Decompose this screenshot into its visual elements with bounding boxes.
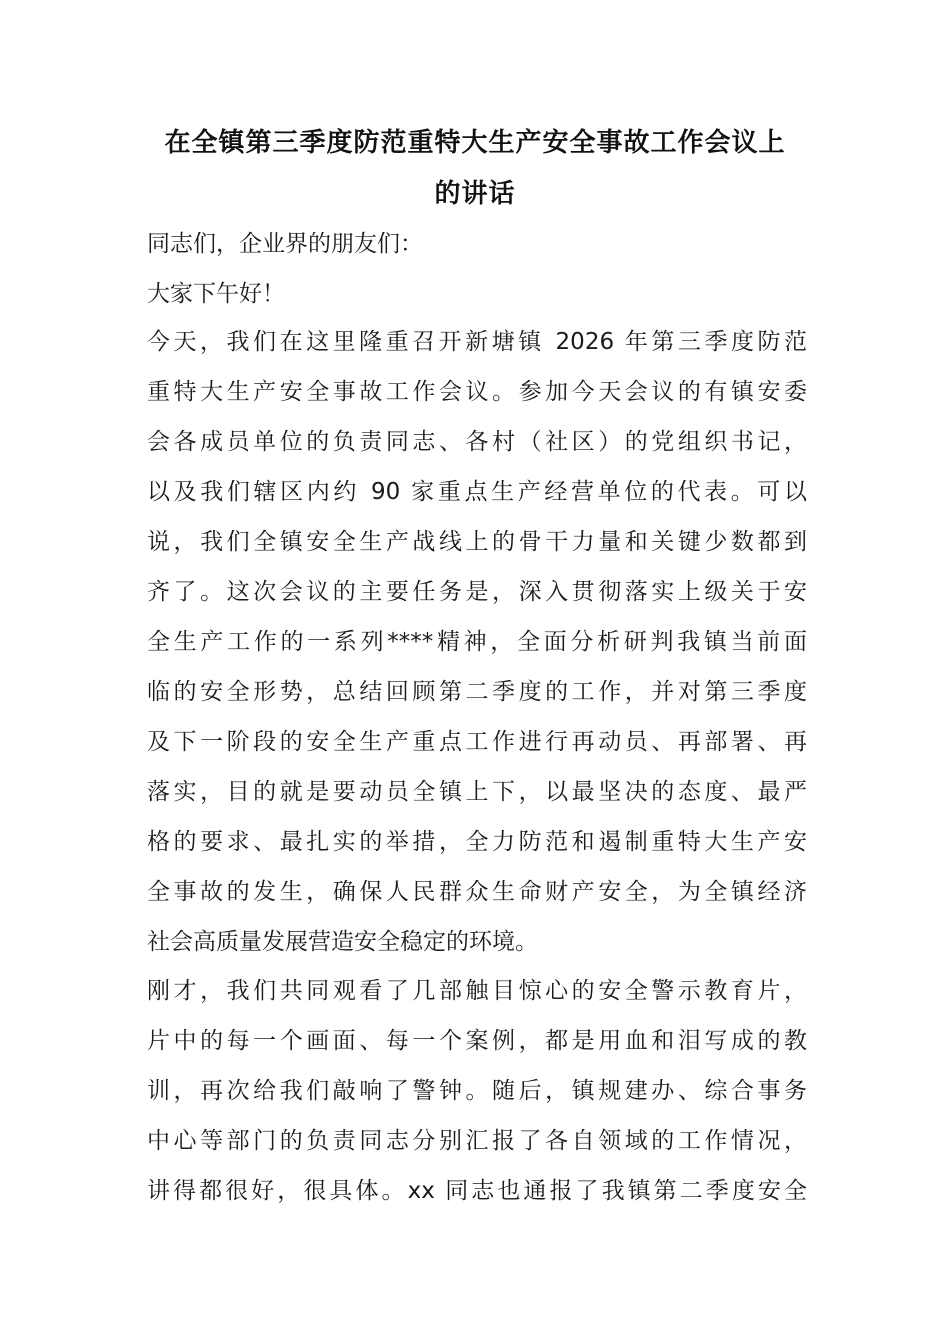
paragraph1-line: 齐了。这次会议的主要任务是，深入贯彻落实上级关于安	[147, 579, 807, 605]
greeting-line: 同志们，企业界的朋友们：	[147, 231, 423, 257]
paragraph1-line: 以及我们辖区内约 90 家重点生产经营单位的代表。可以	[147, 479, 807, 505]
paragraph1-line: 社会高质量发展营造安全稳定的环境。	[147, 929, 538, 955]
document-title-line-1: 在全镇第三季度防范重特大生产安全事故工作会议上	[164, 128, 786, 158]
paragraph1-line: 会各成员单位的负责同志、各村（社区）的党组织书记，	[147, 429, 807, 455]
paragraph2-line: 训，再次给我们敲响了警钟。随后，镇规建办、综合事务	[147, 1078, 807, 1104]
paragraph1-line: 临的安全形势，总结回顾第二季度的工作，并对第三季度	[147, 679, 807, 705]
paragraph2-line: 中心等部门的负责同志分别汇报了各自领域的工作情况，	[147, 1128, 807, 1154]
paragraph1-line: 及下一阶段的安全生产重点工作进行再动员、再部署、再	[147, 729, 807, 755]
paragraph1-line: 全生产工作的一系列****精神，全面分析研判我镇当前面	[147, 629, 807, 655]
paragraph1-line: 重特大生产安全事故工作会议。参加今天会议的有镇安委	[147, 379, 807, 405]
paragraph2-line: 讲得都很好，很具体。xx 同志也通报了我镇第二季度安全	[147, 1178, 807, 1204]
paragraph1-line: 落实，目的就是要动员全镇上下，以最坚决的态度、最严	[147, 779, 807, 805]
paragraph1-line: 今天，我们在这里隆重召开新塘镇 2026 年第三季度防范	[147, 329, 807, 355]
paragraph2-line: 刚才，我们共同观看了几部触目惊心的安全警示教育片，	[147, 978, 807, 1004]
salutation-line: 大家下午好！	[147, 281, 285, 307]
paragraph1-line: 全事故的发生，确保人民群众生命财产安全，为全镇经济	[147, 879, 807, 905]
paragraph1-line: 格的要求、最扎实的举措，全力防范和遏制重特大生产安	[147, 829, 807, 855]
paragraph2-line: 片中的每一个画面、每一个案例，都是用血和泪写成的教	[147, 1028, 807, 1054]
document-title-line-2: 的讲话	[434, 179, 516, 209]
paragraph1-line: 说，我们全镇安全生产战线上的骨干力量和关键少数都到	[147, 529, 807, 555]
